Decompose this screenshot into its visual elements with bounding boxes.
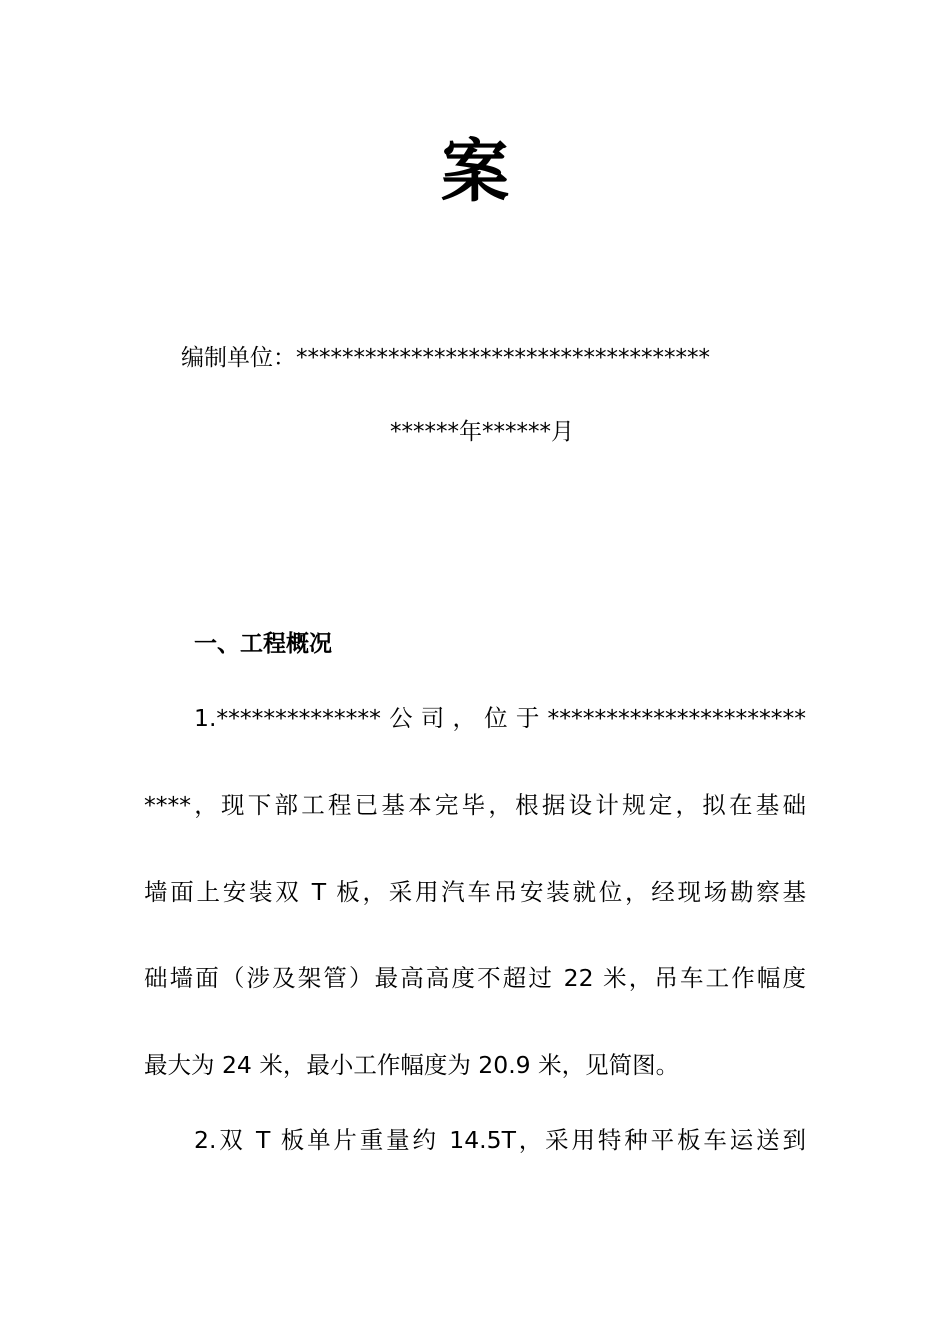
compiling-unit-label: 编制单位： — [181, 345, 296, 371]
paragraph-line: 最大为 24 米，最小工作幅度为 20.9 米，见简图。 — [144, 1051, 680, 1079]
paragraph-line: 墙面上安装双 T 板，采用汽车吊安装就位，经现场勘察基 — [144, 878, 806, 906]
paragraph-line: 2.双 T 板单片重量约 14.5T，采用特种平板车运送到 — [194, 1126, 806, 1154]
compiling-unit — [181, 343, 710, 373]
compiling-unit-value: ************************************ — [296, 345, 710, 371]
section-heading: 一、工程概况 — [194, 631, 332, 657]
paragraph-line: ****，现下部工程已基本完毕，根据设计规定，拟在基础 — [144, 791, 806, 819]
paragraph-line: 础墙面（涉及架管）最高高度不超过 22 米，吊车工作幅度 — [144, 964, 806, 992]
compile-date: ******年******月 — [390, 419, 574, 445]
document-title: 案 — [440, 133, 509, 212]
paragraph-line: 1.**************公司，位于********************** — [194, 704, 806, 732]
